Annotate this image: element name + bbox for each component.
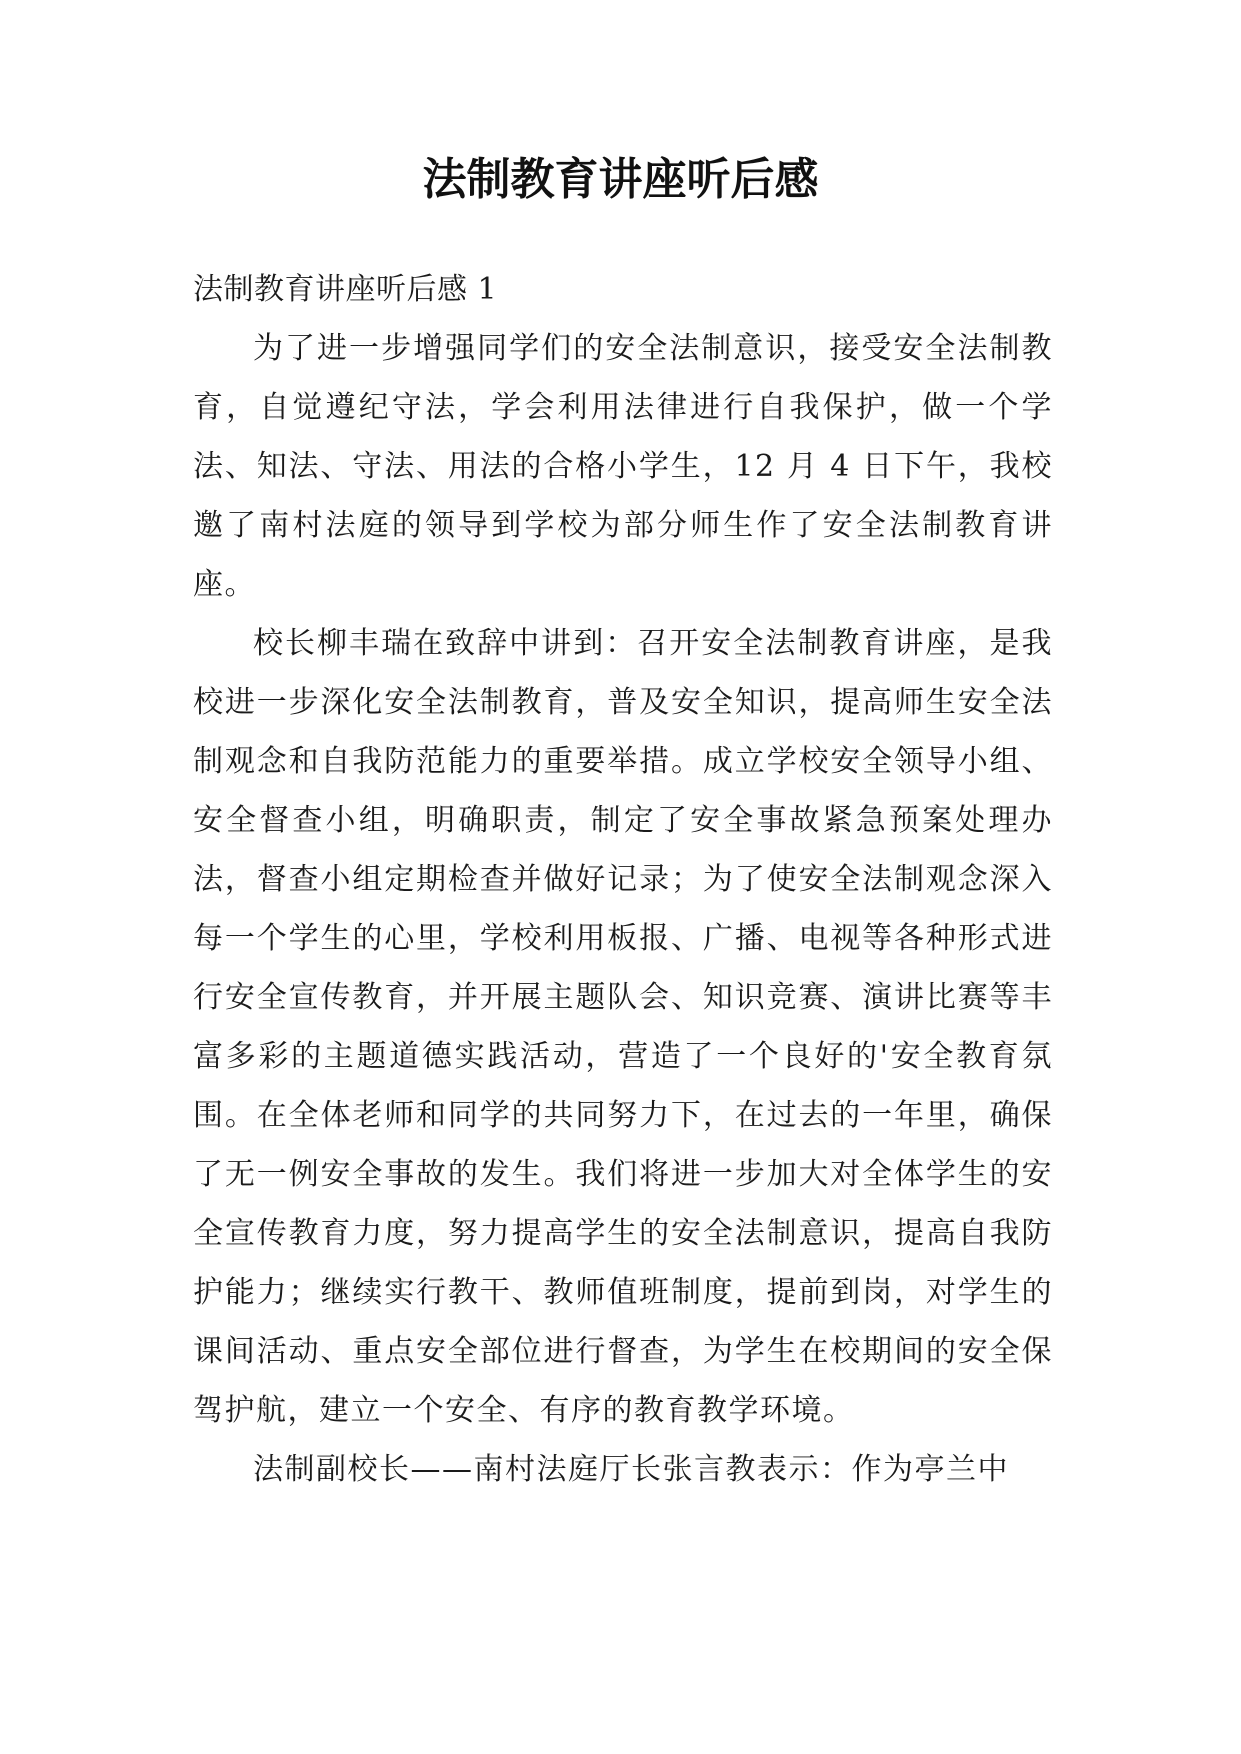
document-body (193, 260, 1053, 1499)
paragraph-intro: 为了进一步增强同学们的安全法制意识，接受安全法制教育，自觉遵纪守法，学会利用法律进行自我保护，做一个学法、知法、守法、用法的合格小学生，12 月 4 日下午，我校邀了南村法庭的领导到学校为部分师生作了安全法制教育讲座。 (193, 331, 1053, 602)
paragraph-principal-speech: 校长柳丰瑞在致辞中讲到：召开安全法制教育讲座，是我校进一步深化安全法制教育，普及安全知识，提高师生安全法制观念和自我防范能力的重要举措。成立学校安全领导小组、安全督查小组，明确职责，制定了安全事故紧急预案处理办法，督查小组定期检查并做好记录；为了使安全法制观念深入每一个学生的心里，学校利用板报、广播、电视等各种形式进行安全宣传教育，并开展主题队会、知识竞赛、演讲比赛等丰富多彩的主题道德实践活动，营造了一个良好的'安全教育氛围。在全体老师和同学的共同努力下，在过去的一年里，确保了无一例安全事故的发生。我们将进一步加大对全体学生的安全宣传教育力度，努力提高学生的安全法制意识，提高自我防护能力；继续实行教干、教师值班制度，提前到岗，对学生的课间活动、重点安全部位进行督查，为学生在校期间的安全保驾护航，建立一个安全、有序的教育教学环境。 (193, 626, 1053, 1428)
section-heading: 法制教育讲座听后感 1 (193, 272, 498, 307)
paragraph-vice-principal-speech: 法制副校长——南村法庭厅长张言教表示：作为亭兰中 (253, 1452, 1009, 1487)
document-title: 法制教育讲座听后感 (422, 154, 819, 205)
